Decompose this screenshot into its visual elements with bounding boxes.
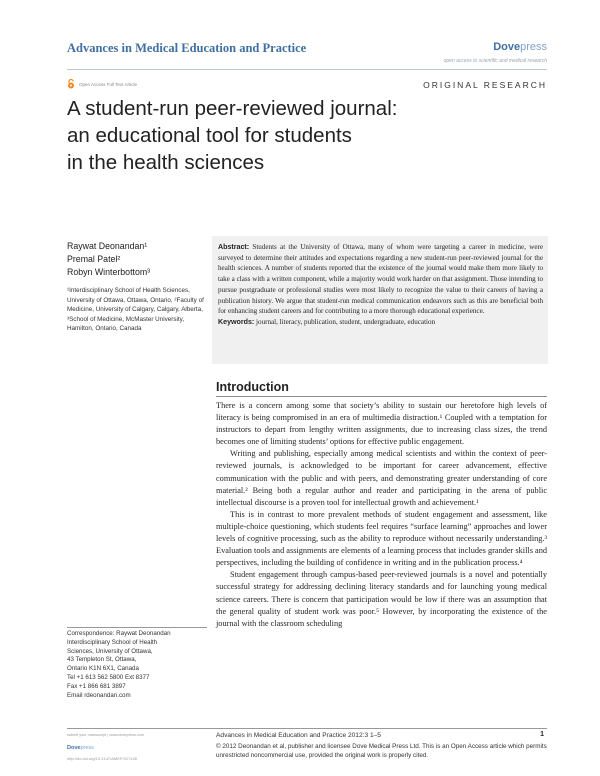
article-title — [67, 95, 537, 176]
author-2[interactable]: Premal Patel² — [67, 254, 121, 264]
open-access-label — [67, 79, 137, 89]
page-number: 1 — [540, 731, 544, 738]
keywords-label: Keywords: — [218, 317, 255, 326]
introduction-body — [216, 400, 547, 630]
footer-citation: Advances in Medical Education and Practice 2012:3 1–5 — [216, 732, 381, 739]
intro-paragraph-1: There is a concern among some that society’s ability to sustain our heretofore high levels of literacy is being compromised in an era of multimedia distraction.¹ Coupled with a temptation for instructors to depart from lengthy written assignments, due to increasing class sizes, the trend becomes one of limiting students’ options for effective public engagement. — [216, 401, 547, 447]
correspondence-email[interactable]: Email rdeonandan.com — [67, 691, 131, 699]
article-type: ORIGINAL RESEARCH — [423, 80, 547, 90]
title-line-2: an educational tool for students — [67, 124, 352, 147]
correspondence-line: Interdisciplinary School of Health — [67, 638, 158, 646]
abstract-label: Abstract: — [218, 243, 250, 251]
correspondence-block — [67, 630, 207, 700]
submit-manuscript-link[interactable]: submit your manuscript | www.dovepress.com — [67, 733, 145, 737]
doi-link[interactable]: http://dx.doi.org/10.2147/AMEP.S27146 — [67, 756, 137, 761]
copyright-notice: © 2012 Deonandan et al, publisher and licensee Dove Medical Press Ltd. This is an Open Access article which permits unrestricted noncommercial use, provided the original work is properly cited. — [216, 743, 547, 759]
journal-name[interactable]: Advances in Medical Education and Practice — [67, 41, 307, 55]
correspondence-line: Sciences, University of Ottawa, — [67, 647, 153, 655]
footer-brand-part2: press — [80, 745, 94, 751]
footer-divider — [67, 728, 547, 729]
intro-paragraph-2: Writing and publishing, especially among medical scientists and within the context of peer-reviewed journals, is acknowledged to be important for career advancement, effective communication with the public and with peers, and demonstrating greater understanding of core material.² Being both a regular author and reader and participating in the arena of public intellectual discourse is a proven tool for intellectual growth and achievement.¹ — [216, 449, 547, 507]
correspondence-line: 43 Templeton St, Ottawa, — [67, 656, 137, 664]
footer-publisher-logo[interactable] — [67, 745, 94, 751]
affiliations: ¹Interdisciplinary School of Health Sciences, University of Ottawa, Ottawa, Ontario, ²Faculty of Medicine, University of Calgary, Calgary, Alberta, ³School of Medicine, McMaster University, Hamilton, Ontario, Canada — [67, 287, 204, 333]
publisher-logo[interactable] — [493, 41, 547, 53]
publisher-tagline: open access to scientific and medical research — [443, 58, 547, 64]
correspondence-divider — [67, 627, 207, 628]
abstract-text: Students at the University of Ottawa, many of whom were targeting a career in medicine, were surveyed to determine their attitudes and expectations regarding a new student-run peer-reviewed journal for the health sciences. A number of students reported that the existence of the journal would make them more likely to take a class with a written component, while a majority would work harder on that assignment. Those intending to pursue postgraduate or professional studies were most likely to recognize the value to their careers of having a publication history. We argue that student-run medical communication endeavors such as this are beneficial both for enhancing student careers and for contributing to a more thorough educational experience. — [218, 243, 543, 316]
keywords — [218, 317, 543, 328]
title-line-1: A student-run peer-reviewed journal: — [67, 97, 398, 120]
author-3[interactable]: Robyn Winterbottom³ — [67, 267, 151, 277]
section-heading-introduction: Introduction — [216, 380, 289, 394]
abstract-box — [212, 236, 548, 364]
footer-brand-part1: Dove — [67, 745, 81, 751]
title-line-3: in the health sciences — [67, 151, 265, 174]
correspondence-line: Ontario K1N 6X1, Canada — [67, 665, 139, 673]
correspondence-line: Fax +1 866 681 3897 — [67, 682, 126, 690]
header-divider — [67, 69, 547, 70]
section-divider — [216, 396, 547, 397]
publisher-name-part1: Dove — [493, 41, 521, 53]
intro-paragraph-3: This is in contrast to more prevalent methods of student engagement and assessment, like multiple-choice questioning, which students feel requires “surface learning” approaches and lower levels of cognitive processing, such as the ability to reproduce without necessarily understanding.³ Evaluation tools and assignments are elements of a learning process that includes grander skills and perspectives, including the building of confidence in writing and in the publication process.⁴ — [216, 509, 547, 568]
publisher-name-part2: press — [520, 41, 547, 53]
intro-paragraph-4: Student engagement through campus-based peer-reviewed journals is a novel and potentially successful strategy for addressing declining literacy standards and for launching young medical science careers. There is concern that participation would be low if there was an assumption that the general quality of student work was poor.⁵ However, by incorporating the existence of the journal with the classroom scheduling — [216, 570, 547, 628]
keywords-text: journal, literacy, publication, student, undergraduate, education — [256, 317, 436, 326]
correspondence-line: Correspondence: Raywat Deonandan — [67, 630, 171, 637]
author-list — [67, 240, 150, 279]
author-1[interactable]: Raywat Deonandan¹ — [67, 241, 148, 251]
correspondence-line: Tel +1 613 562 5800 Ext 8377 — [67, 673, 150, 681]
open-access-lock-icon — [67, 79, 75, 89]
abstract-paragraph — [218, 242, 543, 317]
open-access-text: Open Access Full Text Article — [79, 81, 137, 87]
